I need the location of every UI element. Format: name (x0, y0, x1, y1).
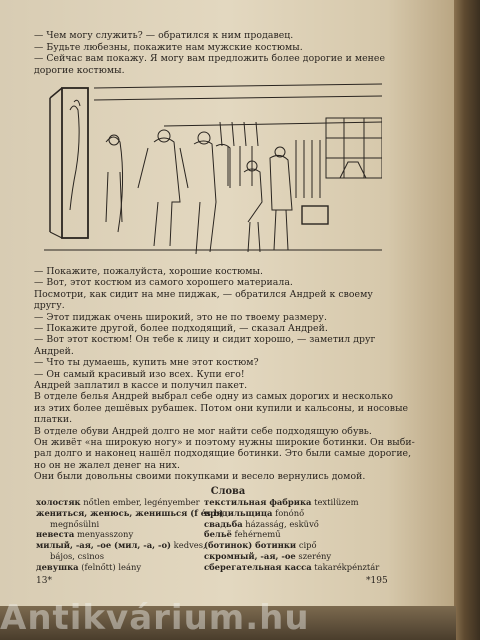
russian-word: бельё (204, 529, 232, 540)
vocabulary-right-entry (204, 508, 379, 519)
hungarian-translation: kedves, (171, 540, 206, 551)
dialogue-bottom-line: из этих более дешёвых рубашек. Потом они купили и кальсоны, и носовые (34, 402, 409, 414)
russian-word: жениться, женюсь, женишься (f és b) (36, 507, 224, 518)
vocabulary-left-entry (36, 508, 224, 519)
vocabulary-left-entry (36, 562, 224, 573)
vocabulary-left-column (36, 497, 224, 573)
hungarian-translation: cipő (296, 540, 317, 551)
page-signature-left: 13* (36, 576, 52, 586)
vocabulary-title: Слова (210, 486, 246, 497)
dialogue-top-line: дорогие костюмы. (34, 64, 125, 76)
watermark: Antikvárium.hu (0, 598, 310, 638)
hungarian-translation: textilüzem (311, 497, 359, 507)
russian-word: прядильщица (204, 507, 273, 518)
dialogue-bottom-line: платки. (34, 414, 73, 426)
dialogue-top-line: — Чем могу служить? — обратился к ним продавец. (34, 30, 294, 41)
shop-illustration (44, 82, 382, 262)
dialogue-bottom-line: — Вот этот костюм! Он тебе к лицу и сидит хорошо, — заметил друг (34, 334, 376, 346)
hungarian-translation: nőtlen ember, legényember (80, 497, 200, 507)
vocabulary-left-entry (36, 497, 224, 508)
dialogue-bottom-line: — Покажите, пожалуйста, хорошие костюмы. (34, 266, 264, 277)
dialogue-bottom-line: — Покажите другой, более подходящий, — сказал Андрей. (34, 323, 328, 334)
vocabulary-right-entry (204, 519, 379, 530)
vocabulary-right-entry (204, 551, 379, 562)
vocabulary-right-entry (204, 562, 379, 573)
russian-word: невеста (36, 529, 75, 540)
hungarian-translation: bájos, csinos (50, 550, 105, 561)
russian-word: текстильная фабрика (204, 497, 312, 507)
vocabulary-left-entry (36, 529, 224, 540)
dialogue-bottom-line: — Этот пиджак очень широкий, это не по твоему размеру. (34, 311, 327, 323)
russian-word: девушка (36, 561, 79, 572)
hungarian-translation: (felnőtt) leány (78, 561, 142, 572)
russian-word: сберегательная касса (204, 561, 312, 572)
hungarian-translation: takarékpénztár (311, 561, 380, 572)
hungarian-translation: megnősülni (50, 518, 100, 529)
russian-word: милый, -ая, -ое (мил, -а, -о) (36, 540, 172, 551)
vocabulary-left-entry (36, 551, 224, 562)
dialogue-top-line: — Будьте любезны, покажите нам мужские костюмы. (34, 41, 303, 53)
russian-word: свадьба (204, 518, 243, 529)
dialogue-bottom-line: другу. (34, 300, 65, 312)
dialogue-bottom-line: В отделе обуви Андрей долго не мог найти себе подходящую обувь. (34, 425, 372, 437)
hungarian-translation: fehérnemű (231, 529, 281, 540)
hungarian-translation: fonónő (272, 507, 305, 518)
dialogue-bottom-line: — Он самый красивый изо всех. Купи его! (34, 368, 245, 380)
dialogue-bottom-line: — Что ты думаешь, купить мне этот костюм? (34, 357, 259, 369)
hungarian-translation: menyasszony (74, 529, 134, 540)
vocabulary-right-entry (204, 529, 379, 540)
dialogue-bottom-line: Андрей. (34, 345, 74, 357)
hungarian-translation: házasság, esküvő (242, 518, 319, 529)
dialogue-bottom-line: В отделе белья Андрей выбрал себе одну из самых дорогих и несколько (34, 391, 393, 403)
dialogue-bottom-line: рал долго и наконец нашёл подходящие ботинки. Это были самые дорогие, (34, 448, 412, 460)
dialogue-bottom-line: Посмотри, как сидит на мне пиджак, — обратился Андрей к своему (34, 288, 373, 300)
hungarian-translation: szerény (295, 550, 332, 561)
russian-word: скромный, -ая, -ое (204, 550, 296, 561)
russian-word: холостяк (36, 497, 81, 507)
dialogue-bottom-line: Он живёт «на широкую ногу» и поэтому нужны широкие ботинки. Он выби- (34, 437, 415, 448)
dialogue-top-line: — Сейчас вам покажу. Я могу вам предложить более дорогие и менее (34, 53, 386, 65)
vocabulary-right-entry (204, 540, 379, 551)
dialogue-bottom-line: — Вот, этот костюм из самого хорошего материала. (34, 277, 293, 289)
vocabulary-right-entry (204, 497, 379, 508)
vocabulary-right-column (204, 497, 379, 573)
vocabulary-left-entry (36, 519, 224, 530)
page-number: *195 (366, 576, 388, 586)
dialogue-bottom-line: Они были довольны своими покупками и весело вернулись домой. (34, 471, 366, 483)
dialogue-bottom-line: Андрей заплатил в кассе и получил пакет. (34, 380, 248, 391)
book-spine (454, 0, 480, 640)
dialogue-bottom-line: но он не жалел денег на них. (34, 459, 180, 471)
russian-word: (ботинок) ботинки (204, 540, 297, 551)
vocabulary-left-entry (36, 540, 224, 551)
